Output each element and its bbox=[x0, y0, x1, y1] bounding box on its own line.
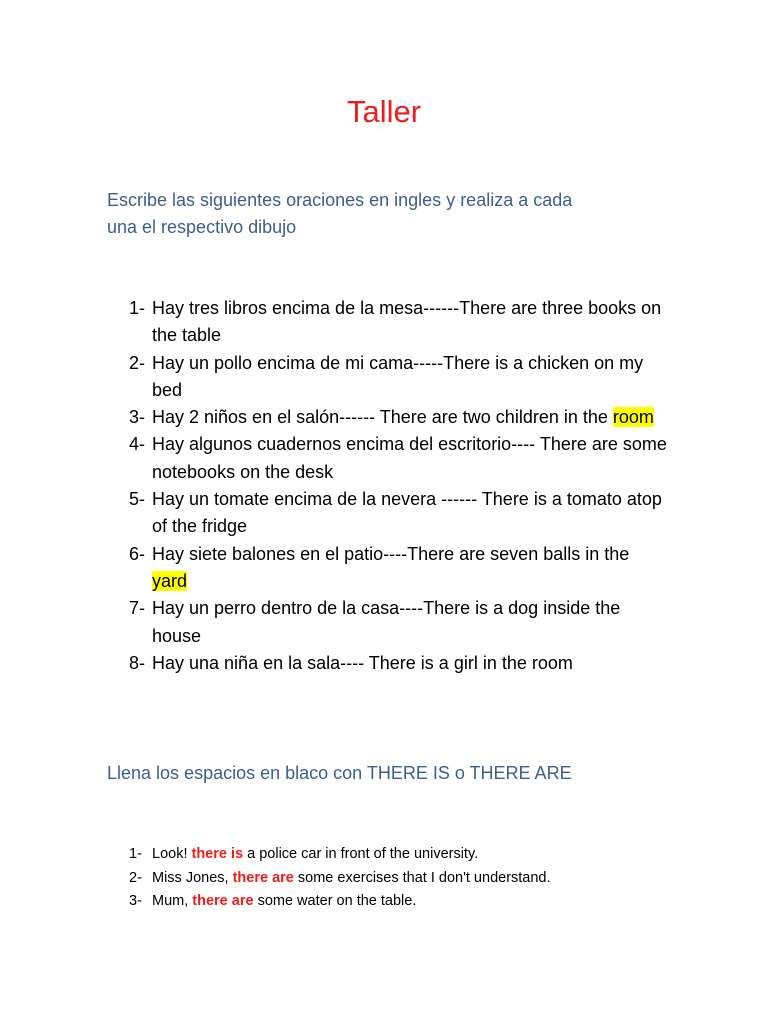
answer-text: there are bbox=[232, 869, 294, 886]
answer-text: there are bbox=[192, 893, 254, 909]
section1-heading-line1: Escribe las siguientes oraciones en ingles y realiza a cada bbox=[107, 190, 573, 210]
list-item-text: Hay una niña en la sala---- There is a girl in the room bbox=[152, 652, 573, 673]
sentence-after: some water on the table. bbox=[253, 893, 417, 909]
list-item bbox=[0, 350, 668, 405]
list-item bbox=[0, 486, 668, 541]
list-item bbox=[0, 890, 712, 914]
sentence-before: Look! bbox=[152, 846, 192, 862]
list-item bbox=[0, 867, 712, 891]
list-item bbox=[0, 295, 668, 350]
list-item-text: Hay un pollo encima de mi cama-----There is a chicken on my bed bbox=[152, 352, 644, 400]
list-item-text: Hay algunos cuadernos encima del escritorio---- There are some notebooks on the desk bbox=[152, 434, 667, 482]
translation-list bbox=[0, 295, 668, 677]
list-item-text: Hay siete balones en el patio----There are seven balls in the bbox=[152, 543, 630, 564]
list-item-number: 2- bbox=[129, 869, 142, 886]
sentence-before: Miss Jones, bbox=[152, 869, 233, 886]
list-item-number: 7- bbox=[129, 598, 146, 619]
sentence-before: Mum, bbox=[152, 893, 193, 909]
list-item-number: 3- bbox=[129, 893, 142, 909]
list-item-text: Hay un perro dentro de la casa----There is a dog inside the house bbox=[152, 598, 621, 646]
section1-heading-line2: una el respectivo dibujo bbox=[107, 217, 297, 237]
list-item bbox=[0, 404, 668, 431]
list-item-number: 1- bbox=[129, 298, 146, 318]
list-item bbox=[0, 595, 668, 650]
sentence-after: a police car in front of the university. bbox=[243, 846, 479, 862]
fill-in-list bbox=[0, 843, 712, 914]
list-item-text: Hay tres libros encima de la mesa------There are three books on the table bbox=[152, 298, 662, 346]
highlighted-word: room bbox=[612, 407, 654, 428]
list-item-text: Hay un tomate encima de la nevera ------ There is a tomato atop of the fridge bbox=[152, 489, 662, 537]
list-item-number: 8- bbox=[129, 652, 146, 673]
list-item bbox=[0, 431, 668, 486]
list-item bbox=[0, 843, 712, 867]
list-item-number: 5- bbox=[129, 489, 146, 510]
list-item bbox=[0, 541, 668, 596]
list-item-number: 2- bbox=[129, 352, 146, 373]
section1-heading bbox=[107, 187, 667, 241]
answer-text: there is bbox=[191, 846, 244, 862]
list-item-text: Hay 2 niños en el salón------ There are two children in the bbox=[152, 407, 613, 428]
list-item-number: 1- bbox=[129, 846, 142, 862]
sentence-after: some exercises that I don't understand. bbox=[293, 869, 551, 886]
highlighted-word: yard bbox=[152, 570, 188, 591]
section2-heading: Llena los espacios en blaco con THERE IS o THERE ARE bbox=[107, 763, 572, 783]
list-item-number: 4- bbox=[129, 434, 146, 455]
list-item bbox=[0, 650, 668, 677]
list-item-number: 3- bbox=[129, 407, 146, 428]
page-title: Taller bbox=[346, 94, 422, 129]
list-item-number: 6- bbox=[129, 543, 146, 564]
